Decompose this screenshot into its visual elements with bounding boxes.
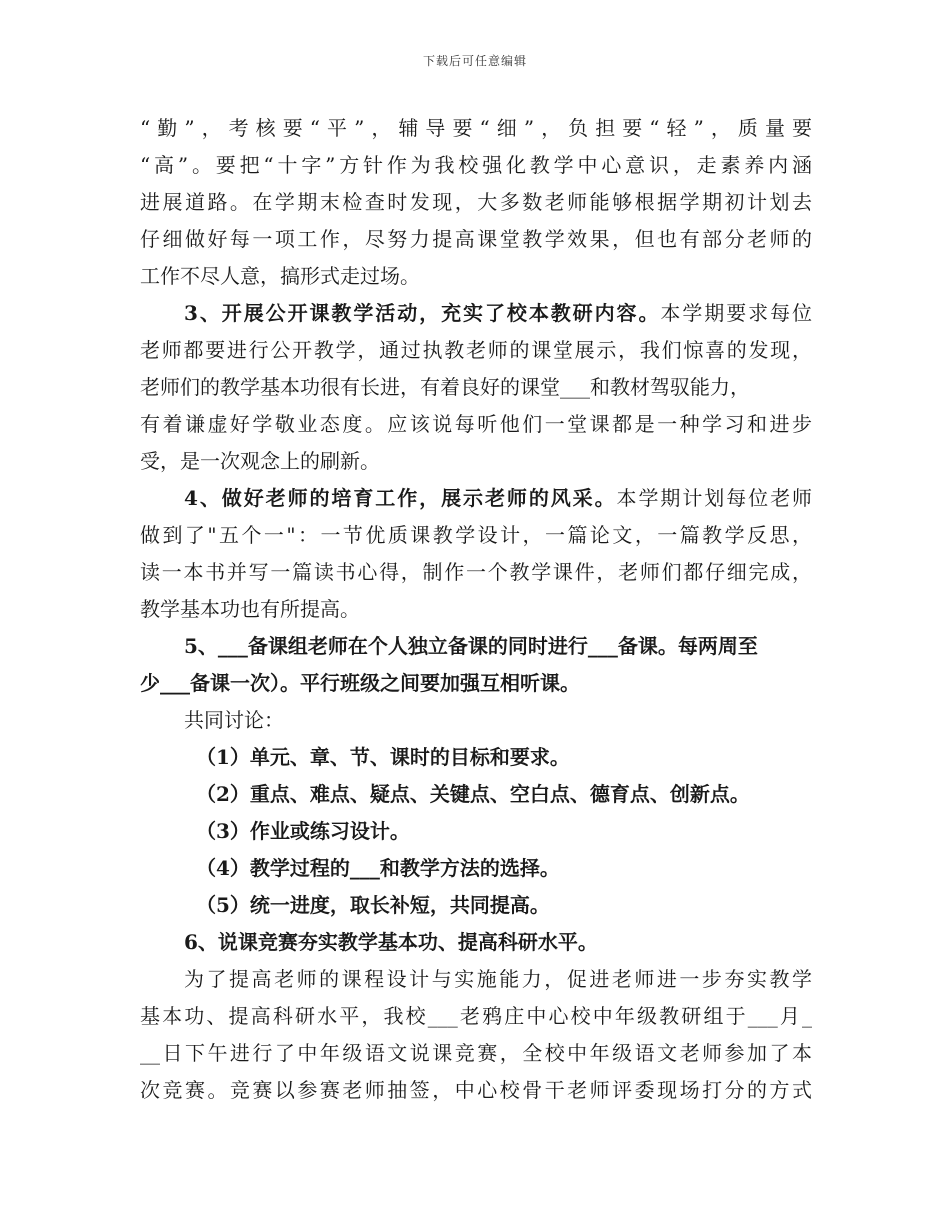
bold-text: 6、说课竞赛夯实教学基本功、提高科研水平。 <box>184 930 598 954</box>
text-line <box>140 776 812 813</box>
text-line <box>140 591 812 628</box>
bold-text: （2）重点、难点、疑点、关键点、空白点、德育点、创新点。 <box>196 782 750 806</box>
text-line <box>140 702 812 739</box>
body-text: 老师都要进行公开教学，通过执教老师的课堂展示，我们惊喜的发现， <box>140 338 812 362</box>
text-line <box>140 813 812 850</box>
body-text: 共同讨论： <box>184 708 284 732</box>
text-line <box>140 258 812 295</box>
text-line <box>140 332 812 369</box>
body-text: “高”。要把“十字”方针作为我校强化教学中心意识，走素养内涵 <box>140 153 812 177</box>
text-line <box>140 665 812 702</box>
body-text: 进展道路。在学期末检查时发现，大多数老师能够根据学期初计划去 <box>140 190 812 214</box>
body-text: 读一本书并写一篇读书心得，制作一个教学课件，老师们都仔细完成， <box>140 560 812 584</box>
text-line <box>140 406 812 443</box>
body-text: __日下午进行了中年级语文说课竞赛，全校中年级语文老师参加了本 <box>140 1041 812 1065</box>
text-line <box>140 221 812 258</box>
text-line <box>140 369 812 406</box>
body-text: 为了提高老师的课程设计与实施能力，促进老师进一步夯实教学 <box>184 967 812 991</box>
text-line <box>140 443 812 480</box>
page-header: 下载后可任意编辑 <box>422 54 527 68</box>
text-line <box>140 517 812 554</box>
text-line <box>140 924 812 961</box>
bold-text: 3、开展公开课教学活动，充实了校本教研内容。 <box>184 301 661 325</box>
body-text: 本学期要求每位 <box>660 301 812 325</box>
text-line <box>140 1072 812 1109</box>
text-line <box>140 147 812 184</box>
document-body <box>140 110 812 1109</box>
bold-text: 少___备课一次）。平行班级之间要加强互相听课。 <box>140 671 580 695</box>
text-line <box>140 998 812 1035</box>
body-text: 工作不尽人意，搞形式走过场。 <box>140 264 420 288</box>
text-line <box>140 480 812 517</box>
body-text: 老师们的教学基本功很有长进，有着良好的课堂___和教材驾驭能力， <box>140 375 750 399</box>
body-text: 本学期计划每位老师 <box>616 486 812 510</box>
body-text: “勤”，考核要“平”，辅导要“细”，负担要“轻”，质量要 <box>140 116 812 140</box>
bold-text: （5）统一进度，取长补短，共同提高。 <box>196 893 550 917</box>
body-text: 基本功、提高科研水平，我校___老鸦庄中心校中年级教研组于___月_ <box>140 1004 812 1028</box>
bold-text: 4、做好老师的培育工作，展示老师的风采。 <box>184 486 617 510</box>
text-line <box>140 850 812 887</box>
body-text: 做到了"五个一"：一节优质课教学设计，一篇论文，一篇教学反思， <box>140 523 812 547</box>
body-text: 教学基本功也有所提高。 <box>140 597 360 621</box>
bold-text: （3）作业或练习设计。 <box>196 819 410 843</box>
body-text: 有着谦虚好学敬业态度。应该说每听他们一堂课都是一种学习和进步 <box>140 412 812 436</box>
text-line <box>140 554 812 591</box>
text-line <box>140 295 812 332</box>
text-line <box>140 1035 812 1072</box>
body-text: 受，是一次观念上的刷新。 <box>140 449 380 473</box>
text-line <box>140 961 812 998</box>
bold-text: （4）教学过程的___和教学方法的选择。 <box>196 856 560 880</box>
text-line <box>140 110 812 147</box>
body-text: 次竞赛。竞赛以参赛老师抽签，中心校骨干老师评委现场打分的方式 <box>140 1078 812 1102</box>
text-line <box>140 739 812 776</box>
body-text: 仔细做好每一项工作，尽努力提高课堂教学效果，但也有部分老师的 <box>140 227 812 251</box>
text-line <box>140 184 812 221</box>
text-line <box>140 887 812 924</box>
bold-text: （1）单元、章、节、课时的目标和要求。 <box>196 745 570 769</box>
text-line <box>140 628 812 665</box>
bold-text: 5、___备课组老师在个人独立备课的同时进行___备课。每两周至 <box>184 634 758 658</box>
